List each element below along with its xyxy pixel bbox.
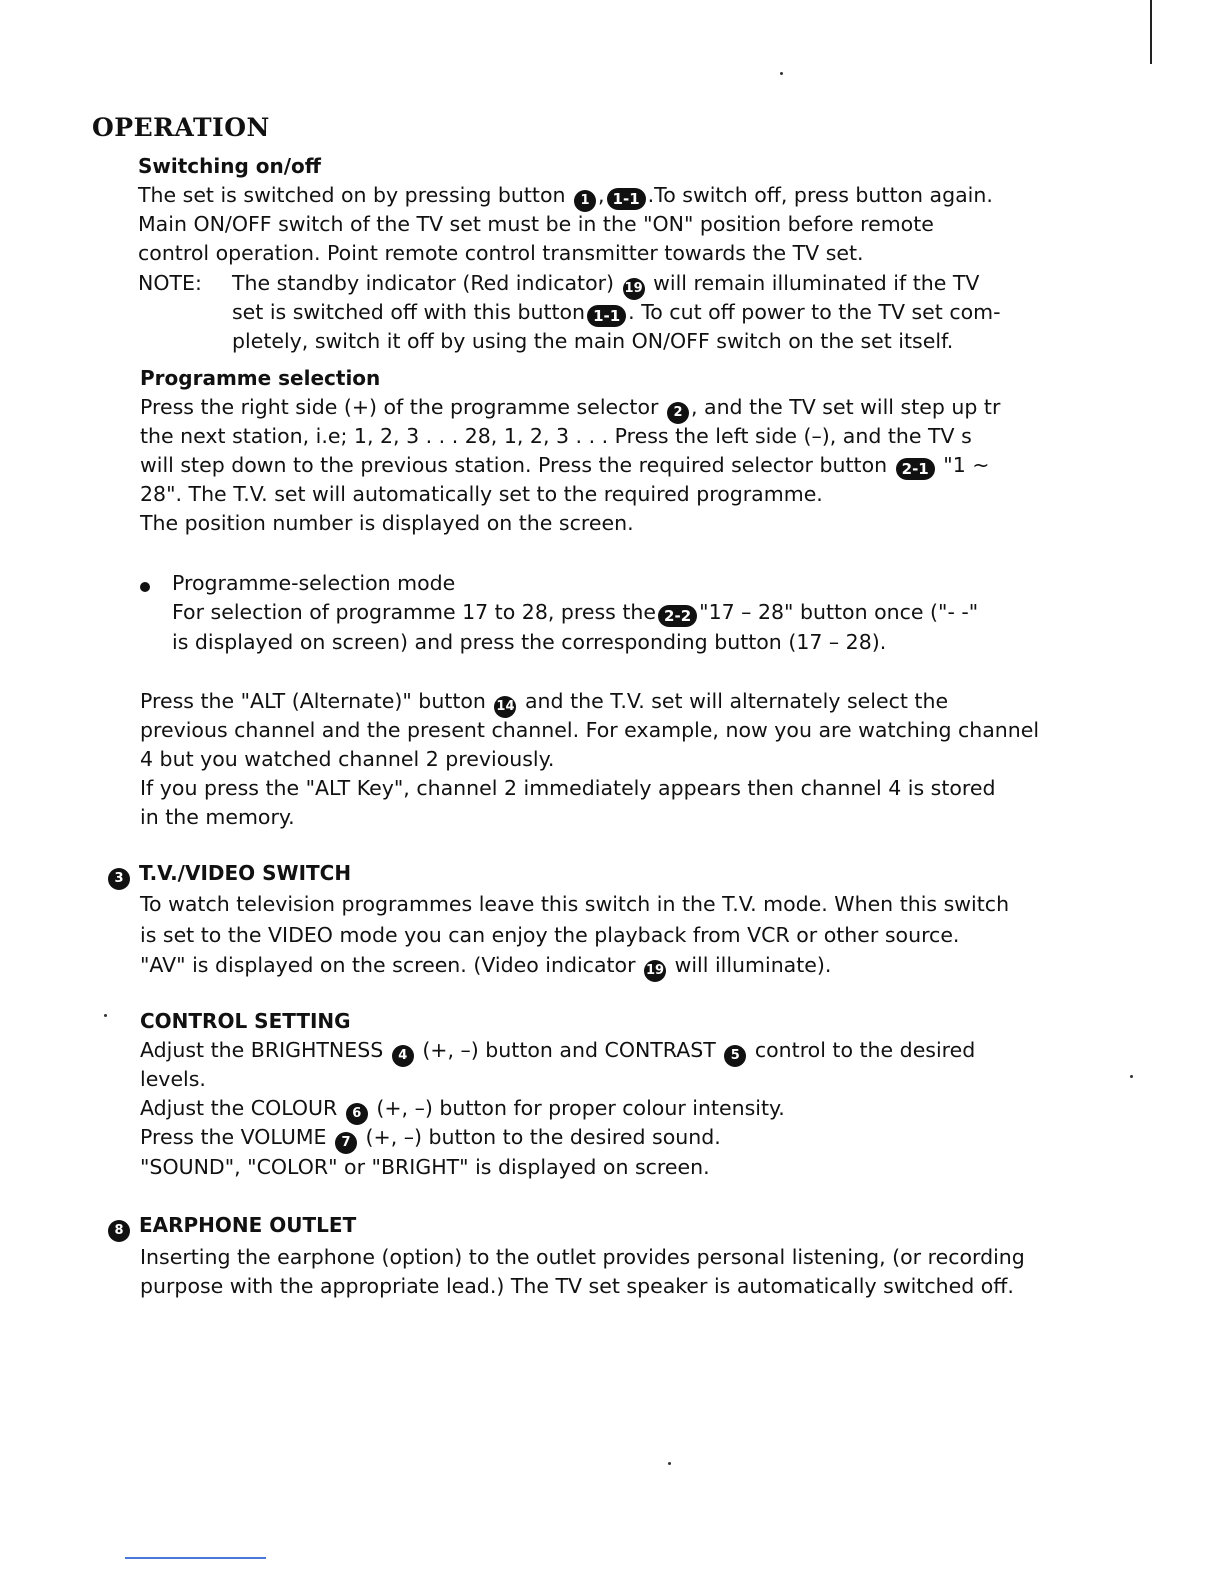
brightness-ref-4-icon: 4	[392, 1045, 414, 1067]
page-rule	[125, 1557, 266, 1559]
programme-line-5: The position number is displayed on the screen.	[140, 511, 634, 535]
mode-line-1	[172, 598, 978, 627]
text: Adjust the COLOUR	[140, 1096, 338, 1120]
mode-heading: Programme-selection mode	[172, 571, 456, 595]
text: Press the VOLUME	[140, 1125, 327, 1149]
text: Adjust the BRIGHTNESS	[140, 1038, 384, 1062]
control-line-5: "SOUND", "COLOR" or "BRIGHT" is displayed on screen.	[140, 1155, 710, 1179]
note-line-2	[232, 298, 1001, 327]
outlet-ref-8-icon: 8	[108, 1220, 130, 1242]
power-button-ref-icon: 1	[574, 190, 596, 212]
programme-line-4: 28". The T.V. set will automatically set to the required programme.	[140, 482, 823, 506]
text: .To switch off, press button again.	[647, 183, 993, 207]
tvvideo-heading: T.V./VIDEO SWITCH	[138, 861, 352, 885]
tvvideo-line-1: To watch television programmes leave this switch in the T.V. mode. When this switch	[140, 892, 1010, 916]
volume-ref-7-icon: 7	[335, 1132, 357, 1154]
text: "1 ~	[943, 453, 990, 477]
button-ref-1-1-icon: 1-1	[607, 188, 646, 210]
text: will remain illuminated if the TV	[653, 271, 980, 295]
button-ref-2-1-icon: 2-1	[896, 458, 935, 480]
text: The set is switched on by pressing button	[138, 183, 566, 207]
programme-line-2: the next station, i.e; 1, 2, 3 . . . 28, 1, 2, 3 . . . Press the left side (–), and the TV s	[140, 424, 972, 448]
text: and the T.V. set will alternately select the	[524, 689, 949, 713]
button-ref-2-2-icon: 2-2	[658, 605, 697, 627]
switch-ref-3-icon: 3	[108, 868, 130, 890]
text: (+, –) button for proper colour intensity.	[376, 1096, 785, 1120]
button-ref-1-1-icon: 1-1	[587, 305, 626, 327]
scan-speck	[1130, 1075, 1133, 1078]
note-line-1	[232, 269, 979, 300]
text: The standby indicator (Red indicator)	[232, 271, 615, 295]
control-heading: CONTROL SETTING	[140, 1009, 351, 1033]
text: "17 – 28" button once ("- -"	[699, 600, 979, 624]
earphone-heading: EARPHONE OUTLET	[138, 1213, 357, 1237]
text: Press the right side (+) of the programme selector	[140, 395, 659, 419]
text: control to the desired	[754, 1038, 976, 1062]
alt-button-ref-14-icon: 14	[494, 696, 516, 718]
tvvideo-line-2: is set to the VIDEO mode you can enjoy the playback from VCR or other source.	[140, 923, 960, 947]
switching-line-3: control operation. Point remote control transmitter towards the TV set.	[138, 241, 864, 265]
switching-heading: Switching on/off	[138, 154, 321, 178]
programme-line-1	[140, 393, 1000, 424]
programme-line-3	[140, 451, 989, 480]
earphone-line-1: Inserting the earphone (option) to the outlet provides personal listening, (or recording	[140, 1245, 1025, 1269]
text: . To cut off power to the TV set com-	[628, 300, 1001, 324]
switching-line-1	[138, 181, 993, 212]
text: (+, –) button and CONTRAST	[422, 1038, 716, 1062]
text: set is switched off with this button	[232, 300, 586, 324]
scan-speck	[668, 1462, 671, 1465]
note-label: NOTE:	[138, 271, 202, 295]
earphone-line-2: purpose with the appropriate lead.) The TV set speaker is automatically switched off.	[140, 1274, 1014, 1298]
text: Press the "ALT (Alternate)" button	[140, 689, 486, 713]
control-line-3	[140, 1094, 785, 1125]
alt-line-2: previous channel and the present channel. For example, now you are watching channel	[140, 718, 1040, 742]
colour-ref-6-icon: 6	[346, 1103, 368, 1125]
programme-heading: Programme selection	[140, 366, 381, 390]
alt-line-1	[140, 687, 948, 718]
page-title: OPERATION	[92, 113, 270, 142]
contrast-ref-5-icon: 5	[724, 1045, 746, 1067]
control-line-2: levels.	[140, 1067, 206, 1091]
selector-ref-2-icon: 2	[667, 402, 689, 424]
scan-edge-mark	[1150, 0, 1152, 64]
earphone-heading-row	[106, 1213, 356, 1242]
note-line-3: pletely, switch it off by using the main ON/OFF switch on the set itself.	[232, 329, 954, 353]
alt-line-5: in the memory.	[140, 805, 295, 829]
tvvideo-line-3	[140, 951, 831, 982]
switching-line-2: Main ON/OFF switch of the TV set must be in the "ON" position before remote	[138, 212, 934, 236]
mode-line-2: is displayed on screen) and press the corresponding button (17 – 28).	[172, 630, 887, 654]
video-indicator-ref-19-icon: 19	[644, 960, 666, 982]
scan-speck	[104, 1014, 107, 1017]
text: For selection of programme 17 to 28, press the	[172, 600, 657, 624]
scan-speck	[780, 72, 783, 75]
control-line-1	[140, 1036, 975, 1067]
indicator-ref-19-icon: 19	[623, 278, 645, 300]
bullet-icon	[140, 582, 150, 592]
alt-line-3: 4 but you watched channel 2 previously.	[140, 747, 555, 771]
text: will illuminate).	[674, 953, 832, 977]
text: will step down to the previous station. Press the required selector button	[140, 453, 888, 477]
text: , and the TV set will step up tr	[690, 395, 1001, 419]
text: ,	[598, 183, 605, 207]
text: "AV" is displayed on the screen. (Video indicator	[140, 953, 636, 977]
text: (+, –) button to the desired sound.	[365, 1125, 721, 1149]
tvvideo-heading-row	[106, 861, 351, 890]
alt-line-4: If you press the "ALT Key", channel 2 immediately appears then channel 4 is stored	[140, 776, 996, 800]
control-line-4	[140, 1123, 721, 1154]
